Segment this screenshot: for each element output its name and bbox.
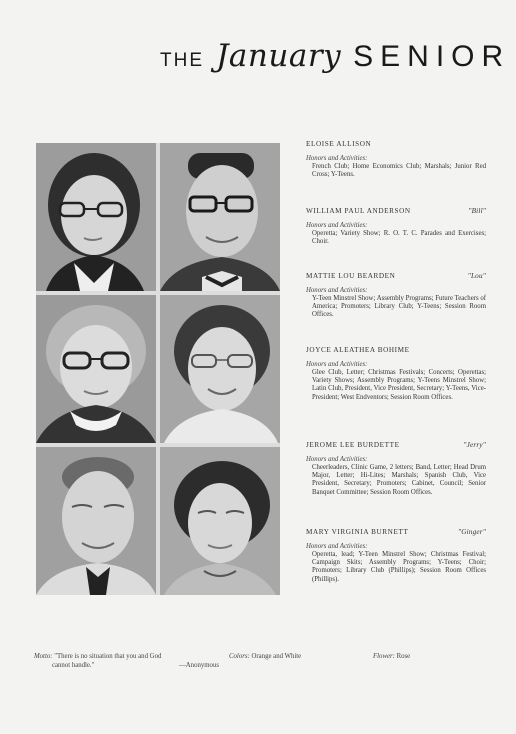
flower-label: Flower: [373, 653, 395, 660]
bio-eloise-allison [306, 140, 486, 179]
motto-line2: cannot handle." [52, 661, 95, 669]
title-month: January [216, 38, 342, 74]
class-colors [229, 653, 301, 662]
honors-text: Operetta, lead; Y-Teen Minstrel Show; Christmas Festival; Campaign Skits; Assembly Programs; Y-Teens; Choir; Promoters; Library Club (Phillips); Session Room Offices (Phillips). [312, 551, 486, 583]
honors-text: Cheerleaders, Clinic Game, 2 letters; Band, Letter; Head Drum Major, Letter; Hi-Lites; Marshals; Spanish Club, Vice President, Secretary; Promoters; Cabinet, Council; Senior Banquet Committee; Session Room Offices. [312, 464, 486, 496]
portrait-eloise-allison [36, 143, 156, 291]
portrait-mary-virginia-burnett [160, 447, 280, 595]
senior-name: WILLIAM PAUL ANDERSON [306, 207, 411, 215]
senior-name: ELOISE ALLISON [306, 140, 372, 148]
portrait-william-paul-anderson [160, 143, 280, 291]
motto-author: —Anonymous [178, 661, 219, 669]
senior-name: JEROME LEE BURDETTE [306, 441, 400, 449]
bio-william-paul-anderson [306, 207, 486, 246]
portrait-grid [36, 143, 280, 595]
bio-joyce-aleathea-bohime [306, 346, 486, 402]
motto-label: Motto: [34, 653, 53, 660]
bio-mary-virginia-burnett [306, 528, 486, 584]
colors-value: Orange and White [251, 653, 302, 660]
honors-label: Honors and Activities: [306, 287, 368, 294]
class-footer [34, 653, 474, 681]
class-motto [34, 653, 219, 670]
senior-nickname: "Bill" [468, 207, 486, 215]
honors-label: Honors and Activities: [306, 361, 368, 368]
senior-nickname: "Jerry" [463, 441, 486, 449]
portrait-jerome-lee-burdette [36, 447, 156, 595]
honors-text: Y-Teen Minstrel Show; Assembly Programs; Future Teachers of America; Promoters; Library Club; Y-Teens; Session Room Offices. [312, 295, 486, 319]
senior-name: MATTIE LOU BEARDEN [306, 272, 396, 280]
senior-name: JOYCE ALEATHEA BOHIME [306, 346, 410, 354]
honors-text: Glee Club, Letter; Christmas Festivals; Concerts; Operettas; Variety Shows; Assembly Programs; Y-Teens Minstrel Show; Latin Club, President, Vice President, Secretary; Y-Teens, Vice-President; West Endventors; Session Room Offices. [312, 369, 486, 401]
flower-value: Rose [396, 653, 411, 660]
colors-label: Colors: [229, 653, 250, 660]
senior-nickname: "Ginger" [458, 528, 486, 536]
honors-label: Honors and Activities: [306, 222, 368, 229]
title-senior: SENIOR [353, 40, 511, 73]
bio-mattie-lou-bearden [306, 272, 486, 320]
honors-label: Honors and Activities: [306, 456, 368, 463]
portrait-joyce-aleathea-bohime [160, 295, 280, 443]
motto-line1: "There is no situation that you and God [54, 653, 162, 660]
class-flower [373, 653, 410, 662]
senior-name: MARY VIRGINIA BURNETT [306, 528, 409, 536]
portrait-mattie-lou-bearden [36, 295, 156, 443]
bio-jerome-lee-burdette [306, 441, 486, 497]
honors-text: Operetta; Variety Show; R. O. T. C. Parades and Exercises; Choir. [312, 230, 486, 246]
honors-label: Honors and Activities: [306, 155, 368, 162]
honors-label: Honors and Activities: [306, 543, 368, 550]
page-title [160, 38, 511, 88]
senior-nickname: "Lou" [467, 272, 486, 280]
title-the: THE [160, 50, 204, 71]
honors-text: French Club; Home Economics Club; Marshals; Junior Red Cross; Y-Teens. [312, 163, 486, 179]
